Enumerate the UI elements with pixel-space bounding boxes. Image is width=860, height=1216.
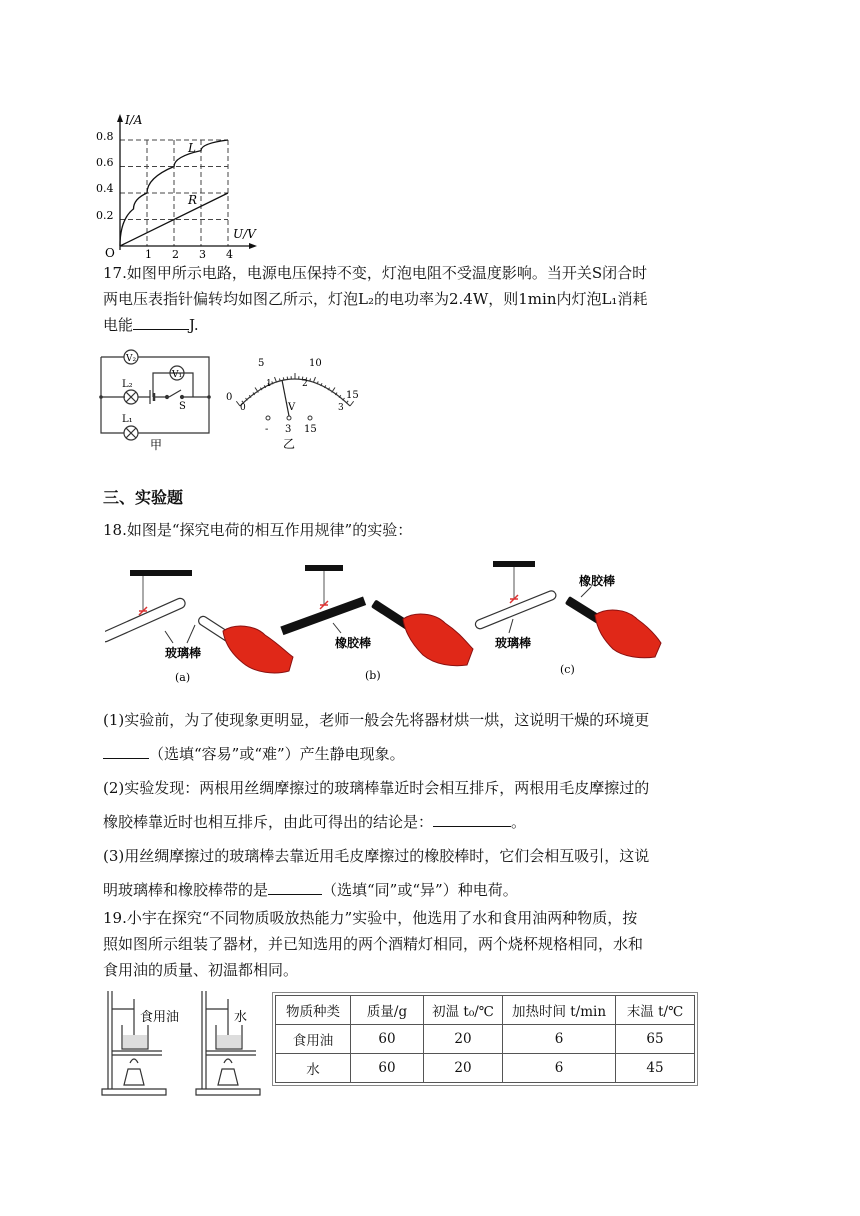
curve-label-l: L	[188, 141, 196, 155]
rod-label-a: 玻璃棒	[165, 646, 202, 660]
hand-b	[403, 614, 473, 666]
table-header-cell: 物质种类	[276, 996, 351, 1025]
table-header-row	[276, 996, 695, 1025]
voltmeter-dial	[226, 348, 366, 453]
q17-answer-blank[interactable]	[133, 329, 189, 330]
panel-label-a: (a)	[175, 671, 191, 684]
x-tick-label: 1	[145, 248, 152, 260]
table-cell: 6	[503, 1025, 616, 1054]
y-axis-label: I/A	[125, 113, 143, 127]
voltmeter-v2-label: V₂	[126, 354, 137, 364]
table-cell: 6	[503, 1054, 616, 1083]
q18-p2-line2-prefix: 橡胶棒靠近时也相互排斥，由此可得出的结论是：	[103, 813, 434, 831]
section-title: 三、实验题	[103, 488, 184, 507]
q18-p2-line2	[103, 808, 526, 836]
rubber-rod-b	[280, 597, 366, 636]
table-cell: 60	[351, 1054, 424, 1083]
terminal-minus	[266, 416, 270, 420]
rod-label-c-hanging: 玻璃棒	[495, 636, 532, 650]
q18-p2-line1: (2)实验发现：两根用丝绸摩擦过的玻璃棒靠近时会相互排斥，两根用毛皮摩擦过的	[103, 779, 650, 797]
dial-top-scale: 15	[346, 390, 359, 401]
dial-tick	[350, 401, 354, 406]
dial-bottom-scale: 2	[302, 379, 308, 389]
dial-caption: 乙	[283, 437, 296, 451]
terminal-label: -	[265, 424, 269, 435]
y-tick-label: 0.4	[96, 182, 114, 195]
q19-line2: 照如图所示组装了器材，并已知选用的两个酒精灯相同，两个烧杯规格相同，水和	[103, 935, 644, 953]
q17-line3-suffix: J.	[189, 316, 199, 334]
table-row	[276, 1054, 695, 1083]
dial-tick	[313, 377, 315, 383]
table-cell: 20	[424, 1054, 503, 1083]
table-cell: 45	[616, 1054, 695, 1083]
q18-p3-line2-prefix: 明玻璃棒和橡胶棒带的是	[103, 881, 269, 899]
charge-experiment-figure	[105, 553, 705, 693]
origin-label: O	[105, 246, 115, 260]
stand-bar-a	[130, 570, 192, 576]
graph-grid	[120, 140, 228, 246]
x-tick-label: 4	[226, 248, 233, 260]
x-axis-arrow	[249, 243, 257, 249]
apparatus-label-water: 水	[234, 1010, 248, 1025]
dial-top-scale: 10	[309, 358, 322, 369]
q18-p3-answer-blank[interactable]	[268, 894, 322, 895]
q18-p1-line2	[103, 740, 405, 768]
dial-top-scale: 0	[226, 392, 233, 403]
dial-bottom-scale: 0	[240, 403, 246, 413]
y-tick-label: 0.2	[96, 209, 114, 222]
q17-line2: 两电压表指针偏转均如图乙所示，灯泡L₂的电功率为2.4W，则1min内灯泡L₁消耗	[103, 290, 648, 308]
terminal-label: 15	[304, 424, 317, 435]
heating-apparatus	[100, 985, 270, 1097]
dial-top-scale: 5	[258, 358, 265, 369]
table-header-cell: 加热时间 t/min	[503, 996, 616, 1025]
q19-data-table	[275, 995, 695, 1083]
q17-line3	[103, 311, 199, 339]
panel-label-b: (b)	[365, 669, 381, 682]
dial-tick	[283, 377, 284, 380]
q18-p2-line2-suffix: 。	[511, 813, 527, 831]
circuit-caption: 甲	[150, 438, 163, 452]
table-header-cell: 质量/g	[351, 996, 424, 1025]
x-tick-label: 2	[172, 248, 179, 260]
rod-label-b: 橡胶棒	[335, 636, 372, 650]
terminal-3	[287, 416, 291, 420]
table-header-cell: 初温 t₀/℃	[424, 996, 503, 1025]
hand-c	[595, 610, 661, 658]
q17-line1: 17.如图甲所示电路，电源电压保持不变，灯泡电阻不受温度影响。当开关S闭合时	[103, 264, 648, 282]
q17-line3-prefix: 电能	[103, 316, 134, 334]
terminal-15	[308, 416, 312, 420]
y-tick-label: 0.6	[96, 156, 114, 169]
table-row	[276, 1025, 695, 1054]
y-axis-arrow	[117, 114, 123, 122]
q18-p3-line2	[103, 876, 518, 904]
panel-label-c: (c)	[560, 663, 575, 676]
q19-line1: 19.小宇在探究“不同物质吸放热能力”实验中，他选用了水和食用油两种物质，按	[103, 909, 638, 927]
glass-rod-a	[105, 597, 187, 644]
x-axis-label: U/V	[233, 227, 256, 241]
table-cell: 65	[616, 1025, 695, 1054]
terminal-label: 3	[285, 424, 292, 435]
rod-label-c-hand: 橡胶棒	[579, 574, 616, 588]
q18-intro: 18.如图是“探究电荷的相互作用规律”的实验：	[103, 521, 413, 539]
switch-label: S	[179, 401, 186, 412]
q18-p2-answer-blank[interactable]	[433, 826, 511, 827]
stand-bar-b	[305, 565, 343, 571]
q18-p1-line1: (1)实验前，为了使现象更明显，老师一般会先将器材烘一烘，这说明干燥的环境更	[103, 711, 650, 729]
circuit-diagram	[95, 345, 220, 453]
q18-p1-answer-blank[interactable]	[103, 758, 149, 759]
q19-table-frame	[272, 992, 698, 1086]
voltmeter-v1-label: V₁	[172, 370, 183, 380]
curve-label-r: R	[188, 193, 198, 207]
table-cell: 水	[276, 1054, 351, 1083]
lamp-l2-label: L₂	[122, 379, 133, 390]
hand-a	[223, 626, 293, 673]
table-header-cell: 末温 t/℃	[616, 996, 695, 1025]
dial-bottom-scale: 1	[266, 379, 272, 389]
q18-p3-line2-suffix: （选填“同”或“异”）种电荷。	[322, 881, 518, 899]
glass-rod-c	[474, 590, 557, 631]
q18-p1-line2-text: （选填“容易”或“难”）产生静电现象。	[149, 745, 405, 763]
dial-bottom-scale: 3	[338, 403, 344, 413]
iu-graph	[95, 110, 265, 260]
dial-symbol: V	[288, 402, 296, 413]
table-cell: 20	[424, 1025, 503, 1054]
y-tick-label: 0.8	[96, 130, 114, 143]
stand-bar-c	[493, 561, 535, 567]
table-cell: 60	[351, 1025, 424, 1054]
lamp-l1-label: L₁	[122, 414, 133, 425]
table-cell: 食用油	[276, 1025, 351, 1054]
x-tick-label: 3	[199, 248, 206, 260]
q18-p3-line1: (3)用丝绸摩擦过的玻璃棒去靠近用毛皮摩擦过的橡胶棒时，它们会相互吸引，这说	[103, 847, 650, 865]
q19-line3: 食用油的质量、初温都相同。	[103, 961, 299, 979]
apparatus-label-oil: 食用油	[140, 1010, 180, 1025]
